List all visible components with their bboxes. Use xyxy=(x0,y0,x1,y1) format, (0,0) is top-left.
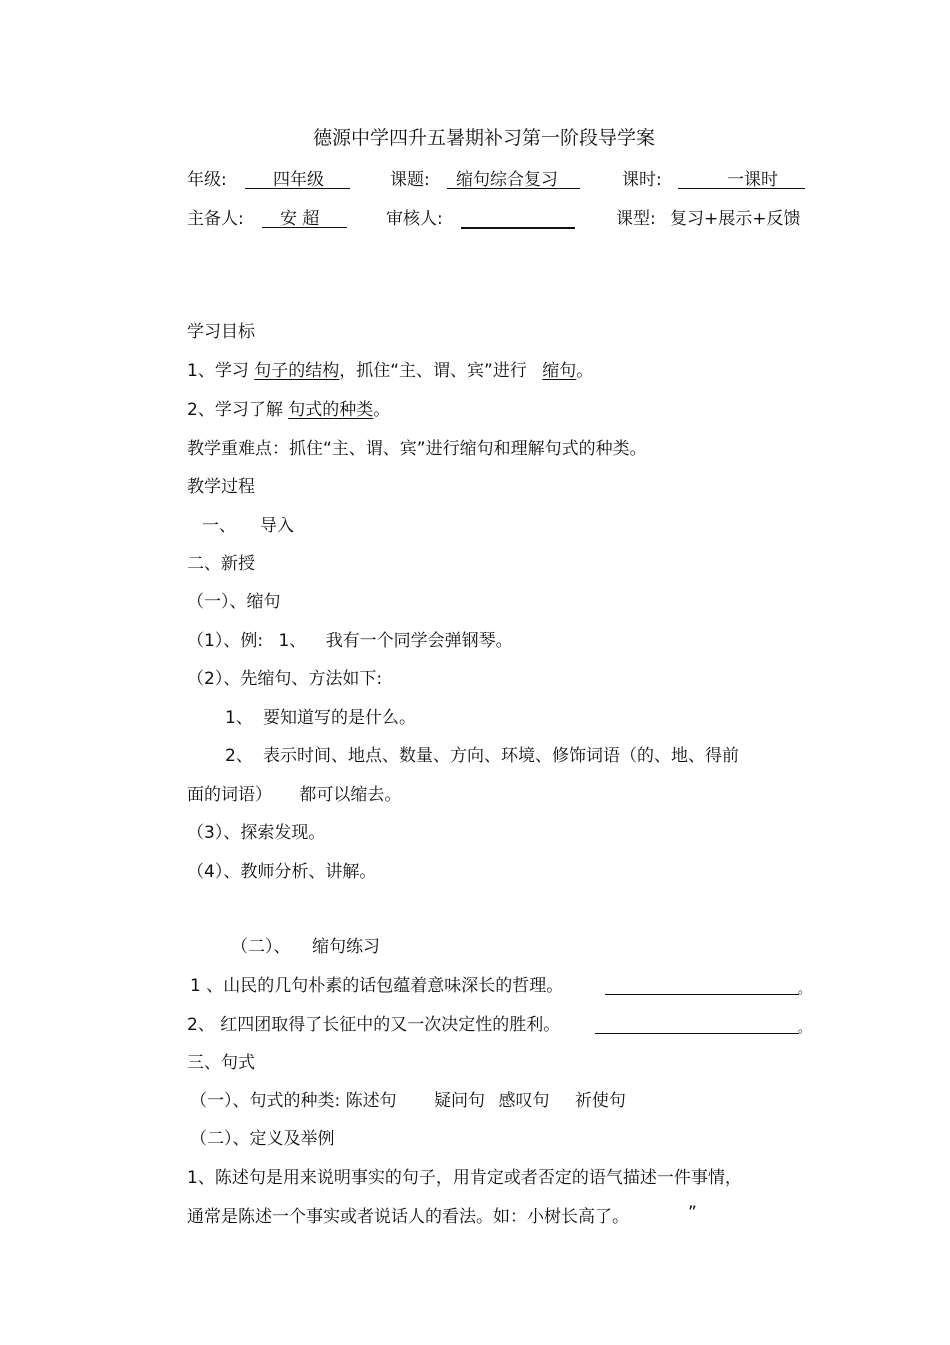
example-1 xyxy=(187,631,513,651)
method-1-number: 1、 xyxy=(225,708,253,728)
type-imperative: 祈使句 xyxy=(574,1091,626,1111)
section-2-2-number: （二）、 xyxy=(231,937,291,957)
type-exclamatory: 感叹句 xyxy=(498,1091,550,1111)
method-2-text: 表示时间、地点、数量、方向、环境、修饰词语（的、地、得前 xyxy=(263,746,739,766)
type-value: 复习+展示+反馈 xyxy=(670,209,801,229)
type-declarative: 陈述句 xyxy=(345,1091,397,1111)
topic-underline xyxy=(447,188,580,189)
preparer-value: 安 超 xyxy=(280,209,320,229)
goal-1-end: 。 xyxy=(576,361,594,381)
definition-1-line1: 1、陈述句是用来说明事实的句子，用肯定或者否定的语气描述一件事情， xyxy=(187,1168,742,1188)
section-2-2-label: 缩句练习 xyxy=(312,937,380,957)
grade-label: 年级: xyxy=(187,170,227,190)
definitions-heading: （二）、定义及举例 xyxy=(190,1129,335,1149)
method-2-cont-a: 面的词语） xyxy=(187,785,272,805)
closing-quote: ” xyxy=(688,1203,697,1223)
preparer-underline xyxy=(262,227,347,228)
example-1-number: 1、 xyxy=(278,631,307,651)
section-3: 三、句式 xyxy=(187,1053,255,1073)
practice-1: 1 、山民的几句朴素的话包蕴着意味深长的哲理。 xyxy=(190,976,564,996)
practice-1-answer-blank xyxy=(605,994,799,995)
goal-2-types: 句式的种类 xyxy=(288,400,374,420)
type-interrogative: 疑问句 xyxy=(434,1091,486,1111)
goal-2-prefix: 2、学习了解 xyxy=(187,400,283,420)
method-2-number: 2、 xyxy=(225,746,253,766)
goal-1-middle: ，抓住“主、谓、宾”进行 xyxy=(339,361,527,381)
practice-2-answer-blank xyxy=(595,1033,799,1034)
hours-value: 一课时 xyxy=(727,170,778,190)
section-1-number: 一、 xyxy=(202,516,236,536)
practice-2: 2、 红四团取得了长征中的又一次决定性的胜利。 xyxy=(187,1015,561,1035)
grade-value: 四年级 xyxy=(273,170,324,190)
definition-1-line2: 通常是陈述一个事实或者说话人的看法。如：小树长高了。 xyxy=(187,1207,629,1227)
page-title: 德源中学四升五暑期补习第一阶段导学案 xyxy=(313,127,656,149)
sentence-types xyxy=(190,1091,626,1111)
sentence-types-label: （一）、句式的种类: xyxy=(190,1091,341,1111)
key-points: 教学重难点：抓住“主、谓、宾”进行缩句和理解句式的种类。 xyxy=(187,439,647,459)
goal-2 xyxy=(187,400,390,420)
preparer-label: 主备人: xyxy=(187,209,244,229)
practice-1-end: 。 xyxy=(798,982,812,997)
hours-underline xyxy=(678,188,805,189)
hours-label: 课时: xyxy=(622,170,662,190)
teacher-step: （4）、教师分析、讲解。 xyxy=(187,862,377,882)
explore-step: （3）、探索发现。 xyxy=(187,823,326,843)
section-2-1: （一）、缩句 xyxy=(187,592,281,612)
example-1-sentence: 我有一个同学会弹钢琴。 xyxy=(325,631,513,651)
reviewer-blank xyxy=(461,227,575,229)
section-2: 二、新授 xyxy=(187,554,255,574)
goal-1-prefix: 1、学习 xyxy=(187,361,249,381)
goal-1 xyxy=(187,361,593,381)
grade-underline xyxy=(245,188,350,189)
goal-1-shrink: 缩句 xyxy=(542,361,577,381)
goal-1-structure: 句子的结构 xyxy=(254,361,340,381)
process-heading: 教学过程 xyxy=(187,477,255,497)
method-1-text: 要知道写的是什么。 xyxy=(263,708,416,728)
goal-2-end: 。 xyxy=(373,400,391,420)
topic-value: 缩句综合复习 xyxy=(456,170,558,190)
practice-2-end: 。 xyxy=(798,1021,812,1036)
goals-heading: 学习目标 xyxy=(187,322,255,342)
section-1-label: 导入 xyxy=(260,516,294,536)
topic-label: 课题: xyxy=(390,170,430,190)
method-heading: （2）、先缩句、方法如下: xyxy=(187,669,383,689)
example-1-label: （1）、例: xyxy=(187,631,264,651)
method-2-continued xyxy=(187,785,401,805)
reviewer-label: 审核人: xyxy=(386,209,443,229)
method-2-cont-b: 都可以缩去。 xyxy=(299,785,402,805)
type-label: 课型: xyxy=(616,209,656,229)
